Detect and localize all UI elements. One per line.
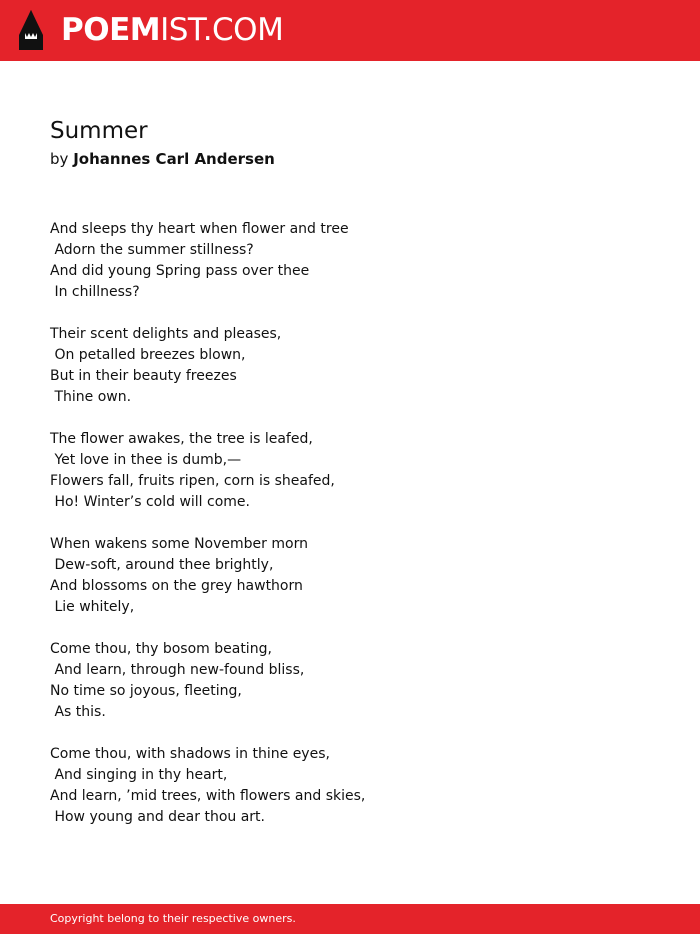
poem-line: And did young Spring pass over thee bbox=[50, 263, 310, 279]
poem-line: And learn, ’mid trees, with flowers and skies, bbox=[50, 788, 366, 804]
poem-line: Come thou, thy bosom beating, bbox=[50, 641, 272, 657]
poem-line: Yet love in thee is dumb,— bbox=[50, 452, 242, 468]
stanza bbox=[50, 219, 670, 303]
poem-line: No time so joyous, fleeting, bbox=[50, 683, 242, 699]
poem-line: Lie whitely, bbox=[50, 599, 135, 615]
poem-line: And blossoms on the grey hawthorn bbox=[50, 578, 303, 594]
site-footer bbox=[0, 904, 700, 934]
poem-line: Adorn the summer stillness? bbox=[50, 242, 254, 258]
poem-line: And sleeps thy heart when flower and tree bbox=[50, 221, 349, 237]
poem-line: How young and dear thou art. bbox=[50, 809, 265, 825]
stanza bbox=[50, 639, 670, 723]
poem-line: The flower awakes, the tree is leafed, bbox=[50, 431, 313, 447]
poem-line: On petalled breezes blown, bbox=[50, 347, 246, 363]
poem-line: Flowers fall, fruits ripen, corn is sheafed, bbox=[50, 473, 335, 489]
poem-line: As this. bbox=[50, 704, 106, 720]
poem-title: Summer bbox=[50, 118, 148, 144]
poem-body bbox=[50, 219, 670, 849]
stanza bbox=[50, 744, 670, 828]
logo-bold-text: POEM bbox=[61, 12, 161, 48]
poem-line: Dew-soft, around thee brightly, bbox=[50, 557, 274, 573]
poem-line: Their scent delights and pleases, bbox=[50, 326, 282, 342]
stanza bbox=[50, 324, 670, 408]
poem-byline bbox=[50, 148, 275, 170]
stanza bbox=[50, 429, 670, 513]
copyright-notice: Copyright belong to their respective owners. bbox=[50, 912, 296, 925]
poem-line: In chillness? bbox=[50, 284, 140, 300]
stanza bbox=[50, 534, 670, 618]
logo-light-text: IST.COM bbox=[160, 12, 284, 48]
poem-line: But in their beauty freezes bbox=[50, 368, 237, 384]
site-header bbox=[0, 0, 700, 61]
poem-line: And learn, through new-found bliss, bbox=[50, 662, 305, 678]
poem-line: Come thou, with shadows in thine eyes, bbox=[50, 746, 330, 762]
poem-author: Johannes Carl Andersen bbox=[73, 150, 275, 168]
byline-prefix: by bbox=[50, 150, 69, 168]
poem-line: And singing in thy heart, bbox=[50, 767, 228, 783]
poem-line: When wakens some November morn bbox=[50, 536, 308, 552]
poem-line: Ho! Winter’s cold will come. bbox=[50, 494, 250, 510]
poem-line: Thine own. bbox=[50, 389, 132, 405]
site-logo[interactable] bbox=[61, 11, 283, 49]
pencil-tip-icon bbox=[18, 9, 44, 51]
